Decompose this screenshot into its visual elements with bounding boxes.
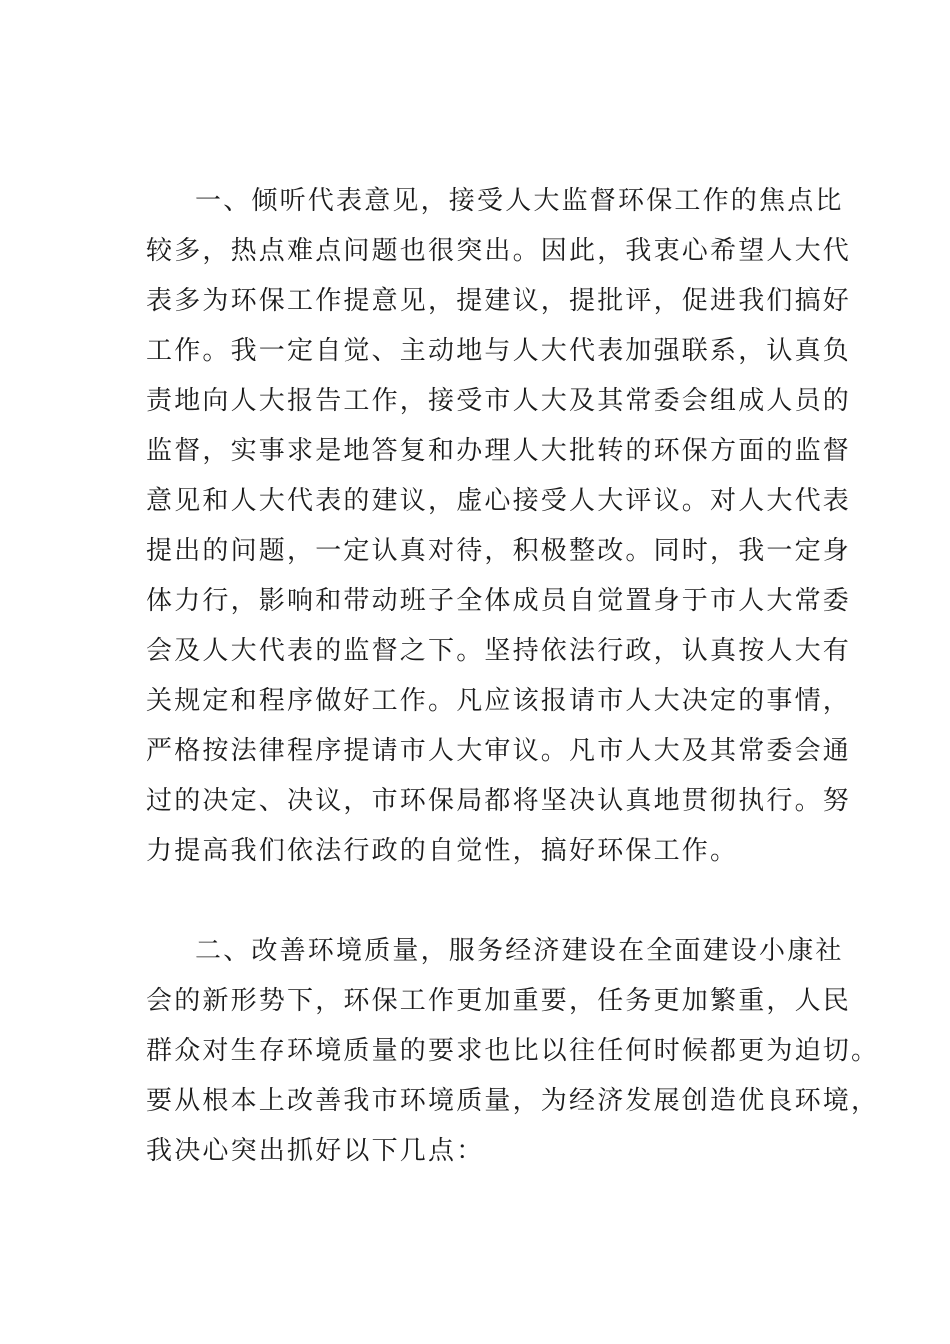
paragraph-line: 体力行，影响和带动班子全体成员自觉置身于市人大常委 xyxy=(146,586,852,616)
paragraph-line: 工作。我一定自觉、主动地与人大代表加强联系，认真负 xyxy=(146,336,852,366)
paragraph-line: 群众对生存环境质量的要求也比以往任何时候都更为迫切。 xyxy=(146,1036,880,1066)
paragraph-line: 较多，热点难点问题也很突出。因此，我衷心希望人大代 xyxy=(146,236,852,266)
paragraph-line: 责地向人大报告工作，接受市人大及其常委会组成人员的 xyxy=(146,386,852,416)
paragraph-line: 二、改善环境质量，服务经济建设在全面建设小康社 xyxy=(195,936,844,966)
paragraph-line: 表多为环保工作提意见，提建议，提批评，促进我们搞好 xyxy=(146,286,852,316)
paragraph-line: 一、倾听代表意见，接受人大监督环保工作的焦点比 xyxy=(195,186,844,216)
paragraph-line: 会及人大代表的监督之下。坚持依法行政，认真按人大有 xyxy=(146,636,852,666)
paragraph-line: 监督，实事求是地答复和办理人大批转的环保方面的监督 xyxy=(146,436,852,466)
paragraph-line: 会的新形势下，环保工作更加重要，任务更加繁重，人民 xyxy=(146,986,852,1016)
paragraph-line: 力提高我们依法行政的自觉性，搞好环保工作。 xyxy=(146,836,739,866)
paragraph-line: 关规定和程序做好工作。凡应该报请市人大决定的事情， xyxy=(146,686,852,716)
paragraph-line: 过的决定、决议，市环保局都将坚决认真地贯彻执行。努 xyxy=(146,786,852,816)
paragraph-line: 要从根本上改善我市环境质量，为经济发展创造优良环境， xyxy=(146,1086,880,1116)
paragraph-line: 意见和人大代表的建议，虚心接受人大评议。对人大代表 xyxy=(146,486,852,516)
paragraph-line: 严格按法律程序提请市人大审议。凡市人大及其常委会通 xyxy=(146,736,852,766)
paragraph-line: 我决心突出抓好以下几点： xyxy=(146,1136,485,1166)
paragraph-line: 提出的问题，一定认真对待，积极整改。同时，我一定身 xyxy=(146,536,852,566)
